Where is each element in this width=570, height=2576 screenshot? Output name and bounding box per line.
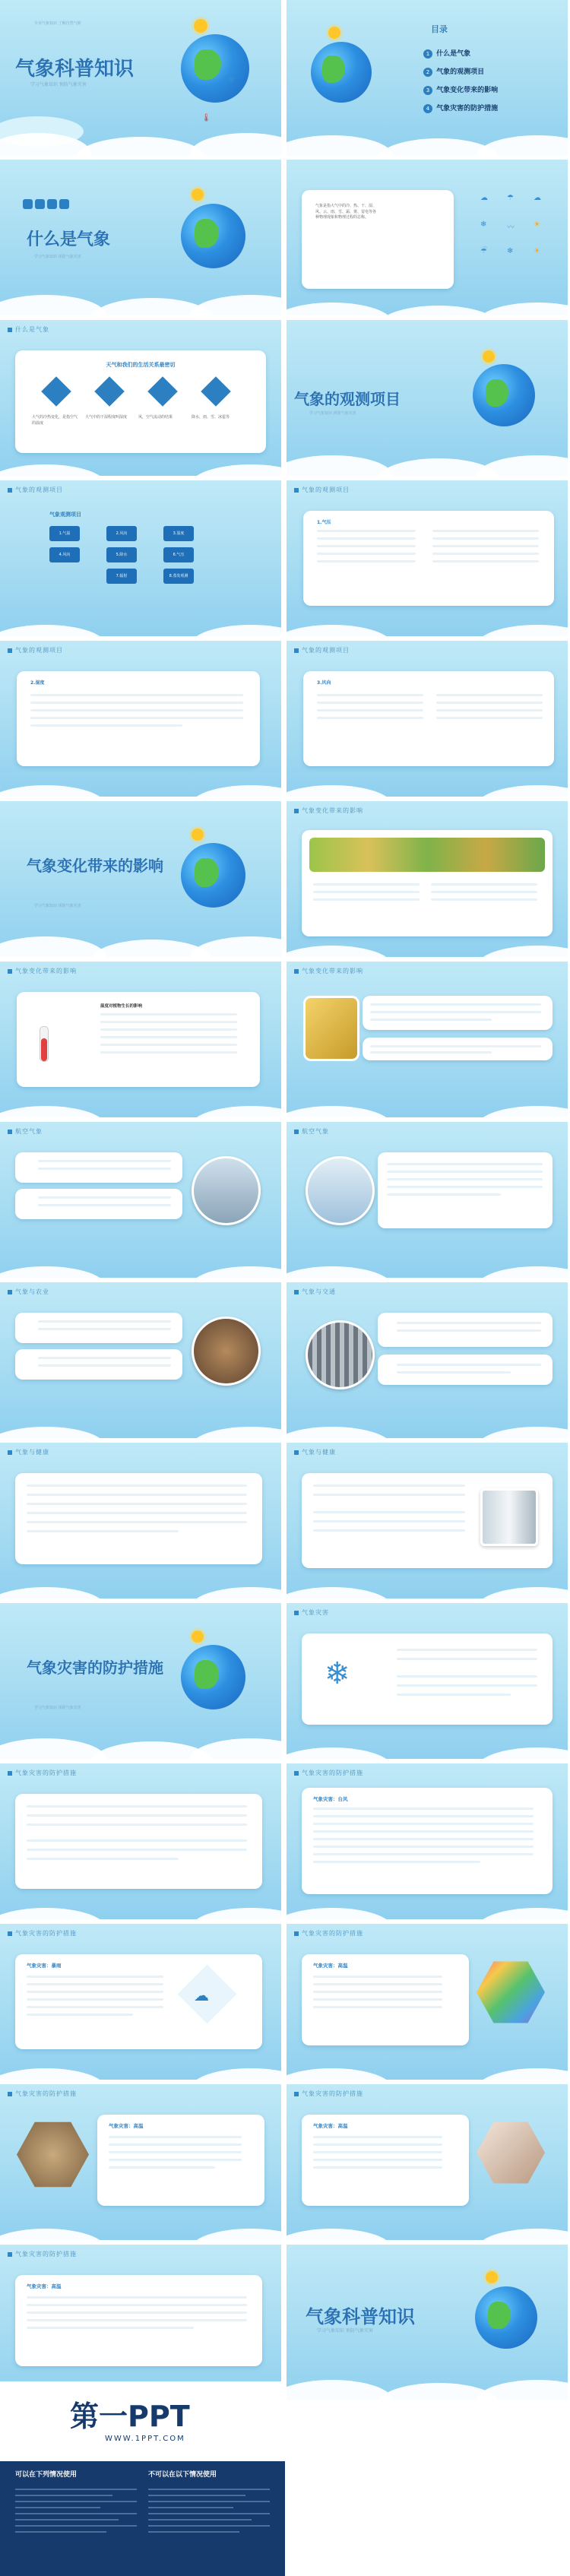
cloud-decoration bbox=[0, 2196, 281, 2240]
card-heading: 气象灾害：高温 bbox=[109, 2123, 144, 2129]
toc-item[interactable]: 3 气象变化带来的影响 bbox=[423, 81, 498, 99]
item-text: 大气中的干湿程度叫湿度 bbox=[85, 415, 128, 420]
sun-icon bbox=[486, 2271, 498, 2283]
item-text: 风，空气流动的结果 bbox=[138, 415, 173, 420]
card-heading: 气象灾害：暴雨 bbox=[27, 1963, 62, 1969]
sun-icon bbox=[328, 27, 340, 39]
cloud-decoration bbox=[0, 913, 281, 957]
item-tab[interactable]: 6.气压 bbox=[163, 547, 194, 562]
slide-aviation-2[interactable] bbox=[287, 1122, 568, 1278]
slide-heat-4[interactable] bbox=[0, 2245, 281, 2400]
toc-item[interactable]: 4 气象灾害的防护措施 bbox=[423, 99, 498, 117]
cloud-decoration bbox=[287, 112, 568, 156]
snowflake-icon: ❄ bbox=[228, 76, 235, 84]
cloud-decoration bbox=[287, 1073, 568, 1117]
brand-url[interactable]: WWW.1PPT.COM bbox=[105, 2435, 185, 2443]
toc-label: 目录 bbox=[431, 24, 448, 34]
rain-icon bbox=[201, 376, 231, 407]
slide-humidity[interactable] bbox=[0, 641, 281, 797]
content-card bbox=[378, 1313, 553, 1347]
cover-subtitle: 学习气象知识 预防气象灾害 bbox=[30, 82, 87, 87]
globe-icon bbox=[181, 34, 249, 103]
toc-item[interactable]: 2 气象的观测项目 bbox=[423, 62, 498, 81]
card-heading: 天气和我们的生活关系最密切 bbox=[106, 362, 176, 368]
globe-icon bbox=[181, 1645, 245, 1709]
cover-title: 气象科普知识 bbox=[15, 58, 135, 81]
cloud-decoration bbox=[0, 1234, 281, 1278]
card-heading: 气象灾害：高温 bbox=[27, 2283, 62, 2289]
cloud-decoration bbox=[0, 1875, 281, 1919]
airplane-image bbox=[306, 1156, 375, 1225]
slide-header: 气象灾害的防护措施 bbox=[8, 2250, 77, 2258]
wind-icon bbox=[147, 376, 178, 407]
slide-protection-1[interactable] bbox=[0, 1763, 281, 1919]
slide-header: 气象变化带来的影响 bbox=[294, 967, 363, 975]
slide-aviation-1[interactable] bbox=[0, 1122, 281, 1278]
slide-air-pressure[interactable] bbox=[287, 480, 568, 636]
thermometer-icon: 🌡 bbox=[201, 114, 211, 122]
section-title: 气象的观测项目 bbox=[294, 390, 401, 408]
section-title: 什么是气象 bbox=[27, 230, 111, 249]
slide-heat-2[interactable] bbox=[0, 2084, 281, 2240]
slide-header: 气象与交通 bbox=[294, 1288, 336, 1296]
content-card bbox=[363, 1038, 553, 1060]
section-subtitle: 学习气象知识 预防气象灾害 bbox=[34, 255, 81, 259]
item-tab[interactable]: 3.湿度 bbox=[163, 526, 194, 541]
sun-icon bbox=[483, 350, 495, 363]
slide-health-2[interactable] bbox=[287, 1443, 568, 1599]
slide-header: 气象灾害的防护措施 bbox=[294, 2090, 363, 2098]
rain-icon: ☂ bbox=[507, 194, 514, 202]
card-heading: 气象观测项目 bbox=[49, 512, 81, 518]
wheat-image bbox=[303, 996, 359, 1061]
slide-header: 航空气象 bbox=[8, 1127, 43, 1136]
cloud-decoration bbox=[0, 112, 281, 156]
content-card bbox=[302, 1633, 553, 1725]
globe-icon bbox=[473, 364, 535, 426]
slide-header: 气象灾害的防护措施 bbox=[294, 1769, 363, 1777]
slide-header: 什么是气象 bbox=[8, 325, 49, 334]
wind-icon: 〰 bbox=[507, 223, 515, 232]
slide-wind-direction[interactable] bbox=[287, 641, 568, 797]
cloud-decoration bbox=[287, 1554, 568, 1599]
item-tab[interactable]: 1.气温 bbox=[49, 526, 80, 541]
globe-icon bbox=[181, 204, 245, 268]
content-card bbox=[302, 2115, 469, 2206]
ending-title: 气象科普知识 bbox=[306, 2305, 415, 2327]
card-heading: 气象灾害：台风 bbox=[313, 1796, 348, 1802]
tank-image bbox=[480, 1488, 538, 1546]
toc-list bbox=[423, 44, 498, 117]
slide-rainstorm[interactable] bbox=[0, 1924, 281, 2080]
content-card bbox=[15, 1313, 182, 1343]
forbidden-list bbox=[148, 2484, 270, 2537]
content-card bbox=[15, 1473, 262, 1564]
cloud-decoration bbox=[287, 2356, 568, 2400]
snowflake-icon: ❄ bbox=[507, 247, 514, 255]
content-card bbox=[378, 1355, 553, 1385]
item-tab[interactable]: 5.降水 bbox=[106, 547, 137, 562]
cloud-decoration bbox=[287, 753, 568, 797]
slide-weather-life[interactable] bbox=[0, 320, 281, 476]
slide-header: 气象灾害的防护措施 bbox=[294, 1929, 363, 1938]
slide-cover[interactable] bbox=[0, 0, 281, 156]
drop-icon bbox=[94, 376, 125, 407]
cloud-decoration bbox=[287, 913, 568, 957]
slide-agriculture[interactable] bbox=[0, 1282, 281, 1438]
item-text: 降水，雨、雪、冰雹等 bbox=[192, 415, 230, 420]
footer-panel bbox=[0, 2381, 285, 2576]
cloud-decoration bbox=[287, 432, 568, 476]
slide-header: 气象变化带来的影响 bbox=[8, 967, 77, 975]
slide-disaster[interactable] bbox=[287, 1603, 568, 1759]
globe-icon bbox=[475, 2286, 537, 2349]
slide-observation-items[interactable] bbox=[0, 480, 281, 636]
item-tab[interactable]: 4.风向 bbox=[49, 547, 80, 562]
forbidden-title: 不可以在以下情况使用 bbox=[148, 2471, 217, 2479]
slide-section-4[interactable] bbox=[0, 1603, 281, 1759]
person-image bbox=[477, 2118, 545, 2187]
content-card bbox=[97, 2115, 264, 2206]
cloud-decoration bbox=[0, 1554, 281, 1599]
item-tab[interactable]: 8.蒸发观测 bbox=[163, 569, 194, 584]
cloud-icon: ☁ bbox=[534, 194, 541, 202]
sun-icon bbox=[192, 189, 204, 201]
slide-header: 气象灾害的防护措施 bbox=[8, 2090, 77, 2098]
slide-header: 气象的观测项目 bbox=[294, 486, 350, 494]
content-card bbox=[15, 1189, 182, 1219]
section-title: 气象变化带来的影响 bbox=[27, 857, 163, 875]
section-title: 气象灾害的防护措施 bbox=[27, 1659, 163, 1677]
slide-impact-farmland[interactable] bbox=[287, 801, 568, 957]
slide-header: 航空气象 bbox=[294, 1127, 329, 1136]
cloud-decoration bbox=[0, 271, 281, 315]
cloud-icon: ☁ bbox=[194, 1986, 209, 2004]
slide-header: 气象变化带来的影响 bbox=[294, 806, 363, 815]
slide-toc[interactable] bbox=[287, 0, 568, 156]
slide-header: 气象与农业 bbox=[8, 1288, 49, 1296]
globe-icon bbox=[311, 42, 372, 103]
rain-icon: ☔ bbox=[480, 247, 487, 255]
ending-subtitle: 学习气象知识 预防气象灾害 bbox=[317, 2328, 373, 2334]
cloud-decoration bbox=[287, 1715, 568, 1759]
slide-section-2[interactable] bbox=[287, 320, 568, 476]
item-tab[interactable]: 2.风向 bbox=[106, 526, 137, 541]
cover-tag: 专业气象知识 了解自然气候 bbox=[34, 21, 81, 26]
snowflake-icon: ❄ bbox=[325, 1656, 350, 1691]
cloud-decoration bbox=[287, 1234, 568, 1278]
cloud-decoration bbox=[0, 2036, 281, 2080]
airplane-image bbox=[192, 1156, 261, 1225]
slide-heat-1[interactable] bbox=[287, 1924, 568, 2080]
sun-icon bbox=[192, 1630, 204, 1643]
drought-image bbox=[192, 1317, 261, 1386]
slide-header: 气象的观测项目 bbox=[8, 646, 63, 654]
slide-health-1[interactable] bbox=[0, 1443, 281, 1599]
slide-temperature-plants[interactable] bbox=[0, 962, 281, 1117]
slide-definition[interactable] bbox=[287, 160, 568, 315]
sun-icon: ☀ bbox=[534, 247, 540, 255]
cloud-decoration bbox=[287, 1394, 568, 1438]
card-heading: 2.湿度 bbox=[30, 680, 45, 686]
section-subtitle: 学习气象知识 预防气象灾害 bbox=[34, 904, 81, 908]
allowed-list bbox=[15, 2484, 137, 2537]
traffic-image bbox=[306, 1320, 375, 1389]
card-heading: 气象灾害：高温 bbox=[313, 2123, 348, 2129]
cloud-decoration bbox=[287, 2196, 568, 2240]
slide-header: 气象与健康 bbox=[8, 1448, 49, 1456]
content-card bbox=[363, 996, 553, 1030]
cloud-decoration bbox=[287, 271, 568, 315]
slide-header: 气象的观测项目 bbox=[294, 646, 350, 654]
slide-heat-3[interactable] bbox=[287, 2084, 568, 2240]
cloud-decoration bbox=[287, 592, 568, 636]
section-subtitle: 学习气象知识 预防气象灾害 bbox=[309, 411, 356, 416]
towels-image bbox=[477, 1958, 545, 2026]
slide-ending[interactable] bbox=[287, 2245, 568, 2400]
toc-item[interactable]: 1 什么是气象 bbox=[423, 44, 498, 62]
sun-icon bbox=[192, 829, 204, 841]
cloud-decoration bbox=[0, 1715, 281, 1759]
footer-info bbox=[0, 2461, 285, 2576]
slide-header: 气象与健康 bbox=[294, 1448, 336, 1456]
item-tab[interactable]: 7.辐射 bbox=[106, 569, 137, 584]
slide-section-3[interactable] bbox=[0, 801, 281, 957]
cloud-decoration bbox=[0, 1394, 281, 1438]
section-subtitle: 学习气象知识 预防气象灾害 bbox=[34, 1706, 81, 1710]
card-heading: 1.气压 bbox=[317, 520, 331, 525]
content-card bbox=[302, 1954, 469, 2045]
cloud-decoration bbox=[287, 1875, 568, 1919]
allowed-title: 可以在下列情况使用 bbox=[15, 2471, 78, 2479]
content-card bbox=[15, 1349, 182, 1380]
content-card bbox=[15, 1152, 182, 1183]
farmland-image bbox=[309, 838, 545, 872]
card-heading: 温度对植物生长的影响 bbox=[100, 1004, 143, 1009]
content-card bbox=[378, 1152, 553, 1228]
slide-header: 气象灾害的防护措施 bbox=[8, 1929, 77, 1938]
card-heading: 3.风向 bbox=[317, 680, 331, 686]
card-heading: 气象灾害：高温 bbox=[313, 1963, 348, 1969]
sun-icon bbox=[194, 19, 207, 33]
definition-text: 气象是指大气中的冷、热、干、湿、风、云、雨、雪、霜、雾、雷电等各种物理现象和物理过程的总称。 bbox=[315, 204, 377, 220]
thermometer-icon bbox=[41, 376, 71, 407]
slide-typhoon[interactable] bbox=[287, 1763, 568, 1919]
slide-section-1[interactable] bbox=[0, 160, 281, 315]
cloud-decoration bbox=[0, 592, 281, 636]
sun-icon: ☀ bbox=[534, 220, 540, 229]
soup-image bbox=[17, 2118, 89, 2191]
cloud-icon: ☁ bbox=[480, 194, 488, 202]
snowflake-icon: ❄ bbox=[480, 220, 487, 229]
cloud-decoration bbox=[287, 2036, 568, 2080]
item-text: 大气的冷热变化，是指空气的温度 bbox=[32, 415, 78, 426]
slide-traffic[interactable] bbox=[287, 1282, 568, 1438]
cloud-decoration bbox=[0, 1073, 281, 1117]
slide-header: 气象灾害 bbox=[294, 1608, 329, 1617]
slide-header: 气象灾害的防护措施 bbox=[8, 1769, 77, 1777]
globe-icon bbox=[181, 843, 245, 908]
icon-row bbox=[23, 198, 69, 212]
content-card bbox=[15, 2275, 262, 2366]
cloud-decoration bbox=[0, 753, 281, 797]
slide-impact-crops[interactable] bbox=[287, 962, 568, 1117]
slide-header: 气象的观测项目 bbox=[8, 486, 63, 494]
brand-logo: 第一PPT bbox=[70, 2400, 190, 2433]
cloud-decoration bbox=[0, 432, 281, 476]
thermometer-icon bbox=[40, 1026, 49, 1062]
